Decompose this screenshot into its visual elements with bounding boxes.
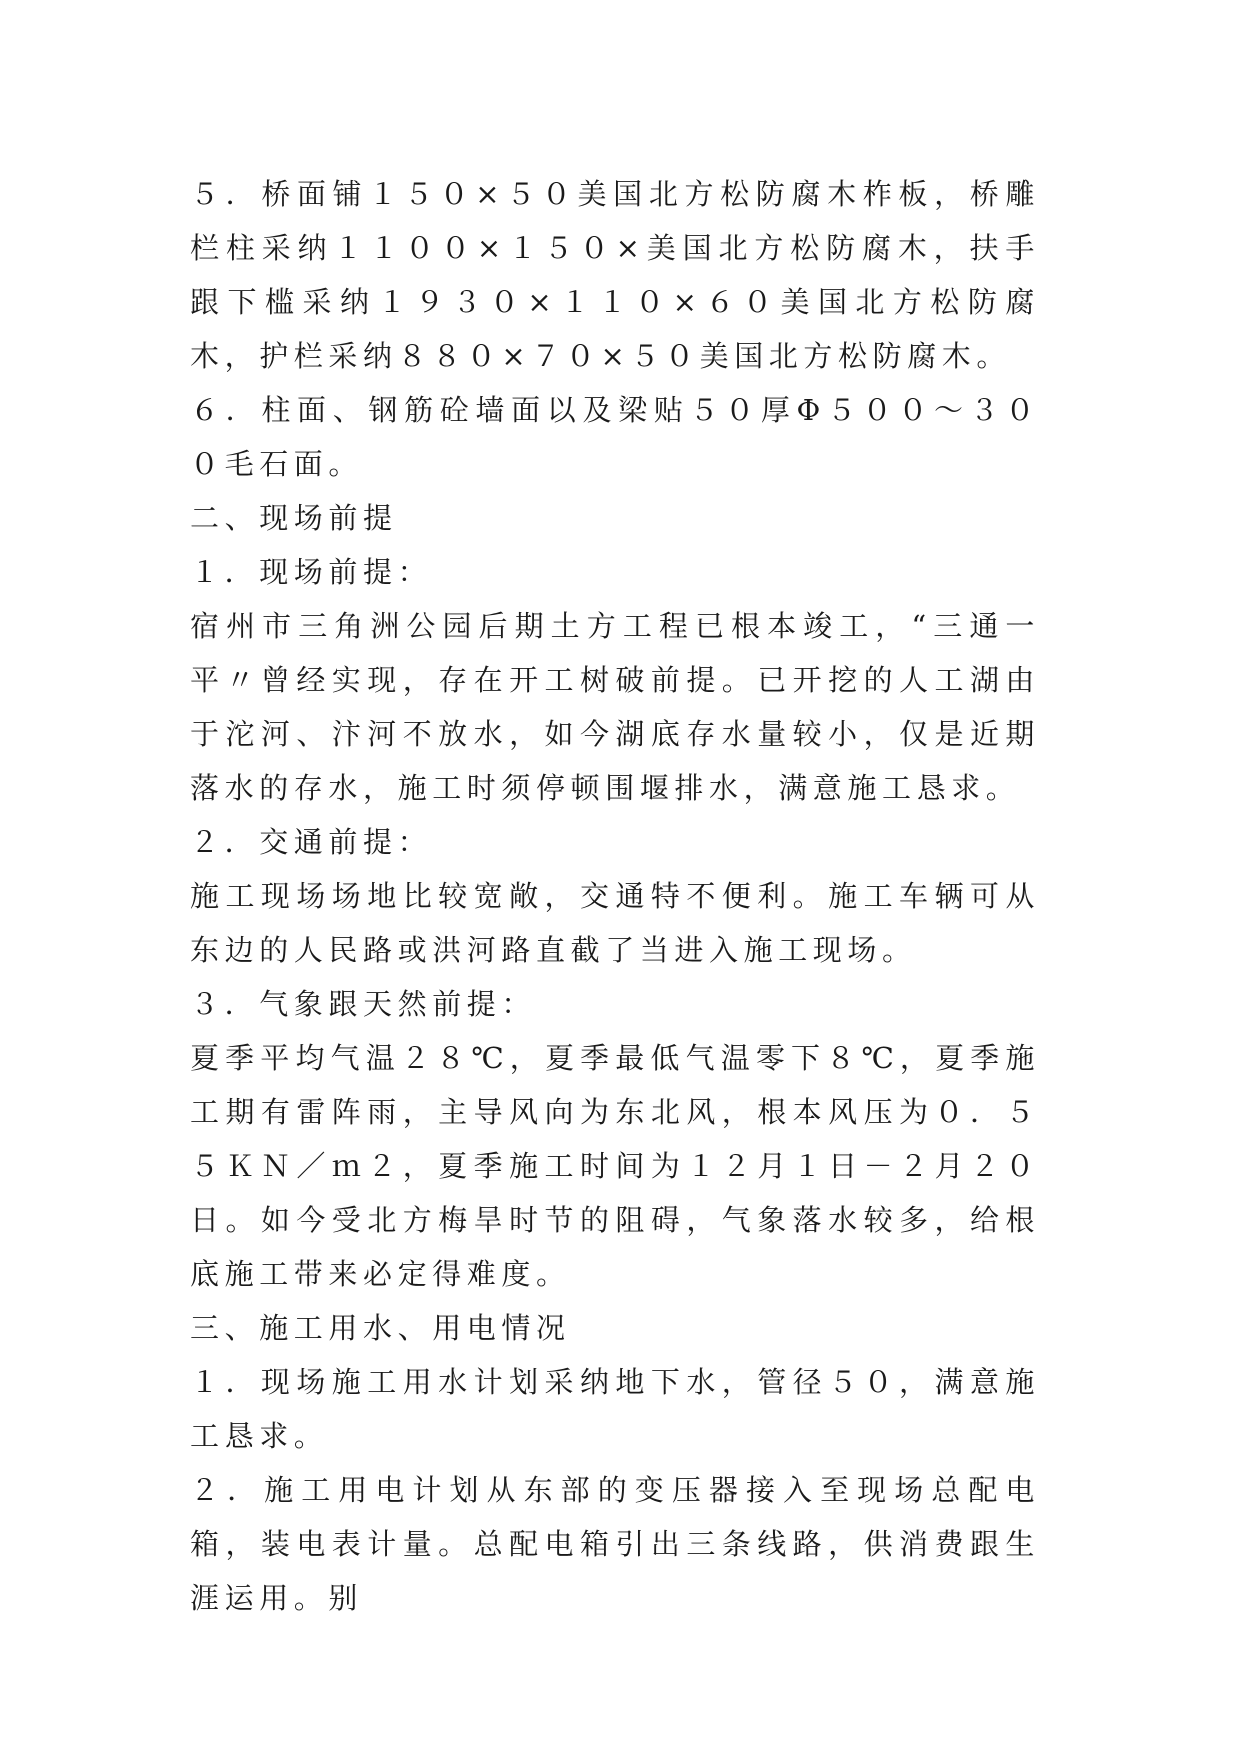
- paragraph-column-facing: ６．柱面、钢筋砼墙面以及梁贴５０厚Φ５００～３００毛石面。: [190, 393, 1040, 481]
- subheading-site-conditions: １．现场前提：: [190, 555, 433, 589]
- paragraph-site-conditions: 宿州市三角洲公园后期土方工程已根本竣工，“三通一平〃曾经实现，存在开工树破前提。已开挖的人工湖由于沱河、汴河不放水，如今湖底存水量较小，仅是近期落水的存水，施工时须停顿围堰排水，满意施工恳求。: [190, 609, 1040, 805]
- paragraph-bridge-deck: ５．桥面铺１５０×５０美国北方松防腐木柞板，桥雕栏柱采纳１１００×１５０×美国北方松防腐木，扶手跟下槛采纳１９３０×１１０×６０美国北方松防腐木，护栏采纳８８０×７０×５０美国北方松防腐木。: [190, 177, 1040, 373]
- paragraph-weather-conditions: 夏季平均气温２８℃，夏季最低气温零下８℃，夏季施工期有雷阵雨，主导风向为东北风，根本风压为０．５５ＫＮ／ｍ２，夏季施工时间为１２月１日－２月２０日。如今受北方梅旱时节的阻碍，气象落水较多，给根底施工带来必定得难度。: [190, 1041, 1040, 1291]
- subheading-traffic-conditions: ２．交通前提：: [190, 825, 433, 859]
- section-heading-water-power: 三、施工用水、用电情况: [190, 1311, 571, 1345]
- section-heading-site-conditions: 二、现场前提: [190, 501, 398, 535]
- subheading-weather-conditions: ３．气象跟天然前提：: [190, 987, 537, 1021]
- paragraph-power-supply: ２．施工用电计划从东部的变压器接入至现场总配电箱，装电表计量。总配电箱引出三条线路，供消费跟生涯运用。别: [190, 1473, 1040, 1615]
- paragraph-traffic-conditions: 施工现场场地比较宽敞，交通特不便利。施工车辆可从东边的人民路或洪河路直截了当进入施工现场。: [190, 879, 1040, 967]
- document-body: [190, 167, 1040, 1625]
- paragraph-water-supply: １．现场施工用水计划采纳地下水，管径５０，满意施工恳求。: [190, 1365, 1040, 1453]
